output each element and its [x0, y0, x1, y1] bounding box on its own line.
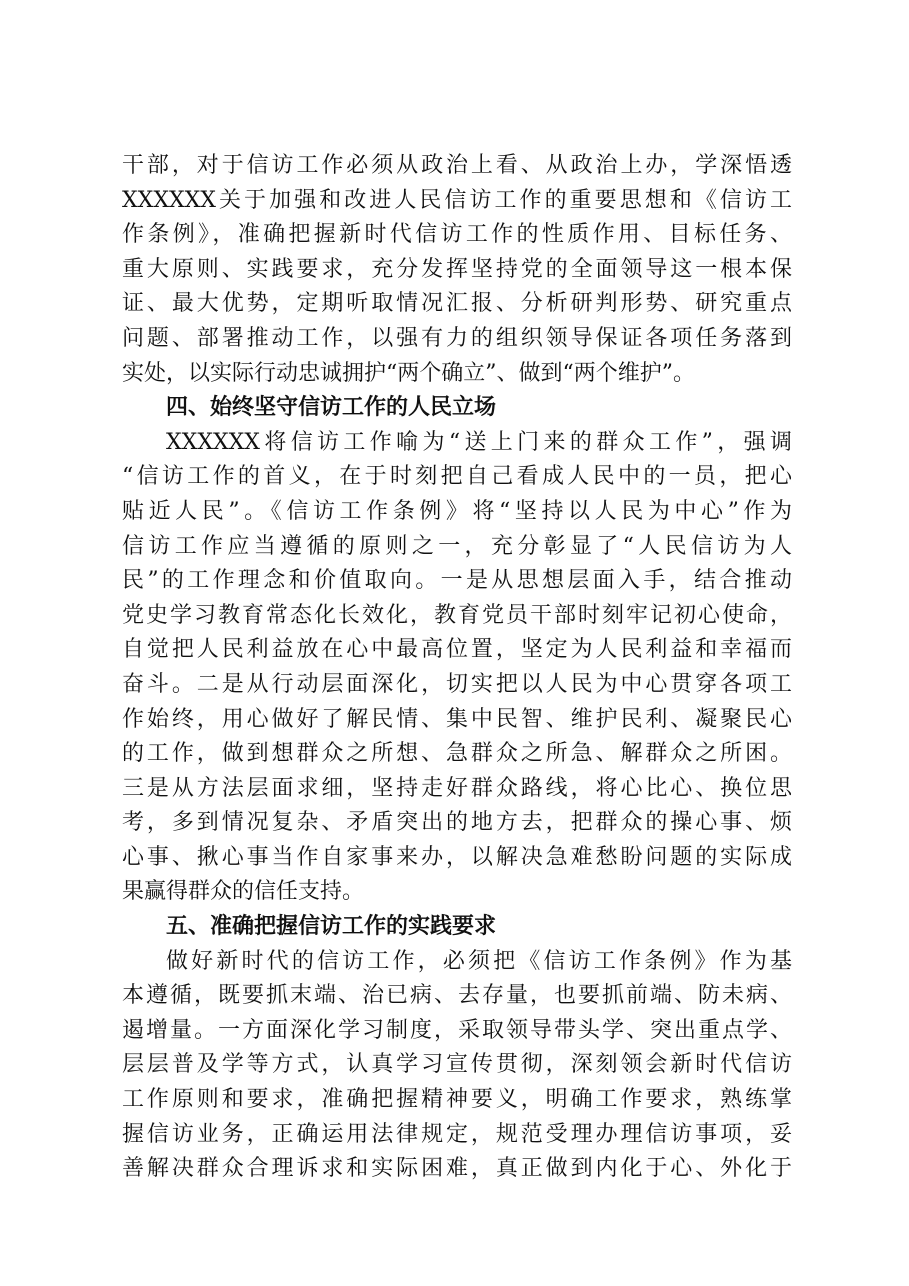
section-heading-4: 四、始终坚守信访工作的人民立场: [166, 395, 497, 421]
body-text-line: 贴近人民”。《信访工作条例》将“坚持以人民为中心”作为: [122, 498, 792, 524]
body-text-line: 握信访业务，正确运用法律规定，规范受理办理信访事项，妥: [122, 1121, 792, 1147]
body-text-line: 三是从方法层面求细，坚持走好群众路线，将心比心、换位思: [122, 775, 792, 801]
section-heading-5: 五、准确把握信访工作的实践要求: [166, 914, 497, 940]
body-text-line: 的工作，做到想群众之所想、急群众之所急、解群众之所困。: [122, 741, 792, 767]
paragraph-first-line: 做好新时代的信访工作，必须把《信访工作条例》作为基: [166, 948, 792, 974]
body-text-line: 民”的工作理念和价值取向。一是从思想层面入手，结合推动: [122, 568, 792, 594]
body-text-line: 果赢得群众的信任支持。: [122, 879, 365, 905]
body-text-line: 层层普及学等方式，认真学习宣传贯彻，深刻领会新时代信访: [122, 1052, 792, 1078]
body-text-line: 自觉把人民利益放在心中最高位置，坚定为人民利益和幸福而: [122, 637, 792, 663]
body-text-line: “信访工作的首义，在于时刻把自己看成人民中的一员，把心: [122, 464, 792, 490]
body-text-line: 工作原则和要求，准确把握精神要义，明确工作要求，熟练掌: [122, 1087, 792, 1113]
body-text-line: 党史学习教育常态化长效化，教育党员干部时刻牢记初心使命，: [122, 602, 792, 628]
document-body: [122, 149, 792, 1187]
paragraph-first-line: XXXXXX将信访工作喻为“送上门来的群众工作”，强调: [166, 429, 792, 455]
body-text-line: 实处，以实际行动忠诚拥护“两个确立”、做到“两个维护”。: [122, 360, 695, 386]
body-text-line: 遏增量。一方面深化学习制度，采取领导带头学、突出重点学、: [122, 1017, 792, 1043]
body-text-line: 问题、部署推动工作，以强有力的组织领导保证各项任务落到: [122, 325, 792, 351]
body-text-line: 奋斗。二是从行动层面深化，切实把以人民为中心贯穿各项工: [122, 671, 792, 697]
body-text-line: XXXXXX关于加强和改进人民信访工作的重要思想和《信访工: [122, 187, 792, 213]
body-text-line: 作始终，用心做好了解民情、集中民智、维护民利、凝聚民心: [122, 706, 792, 732]
body-text-line: 心事、揪心事当作自家事来办，以解决急难愁盼问题的实际成: [122, 844, 792, 870]
body-text-line: 本遵循，既要抓末端、治已病、去存量，也要抓前端、防未病、: [122, 983, 792, 1009]
body-text-line: 证、最大优势，定期听取情况汇报、分析研判形势、研究重点: [122, 291, 792, 317]
body-text-line: 考，多到情况复杂、矛盾突出的地方去，把群众的操心事、烦: [122, 810, 792, 836]
body-text-line: 信访工作应当遵循的原则之一，充分彰显了“人民信访为人: [122, 533, 792, 559]
body-text-line: 干部，对于信访工作必须从政治上看、从政治上办，学深悟透: [122, 153, 792, 178]
body-text-line: 作条例》，准确把握新时代信访工作的性质作用、目标任务、: [122, 222, 792, 248]
body-text-line: 重大原则、实践要求，充分发挥坚持党的全面领导这一根本保: [122, 256, 792, 282]
body-text-line: 善解决群众合理诉求和实际困难，真正做到内化于心、外化于: [122, 1156, 792, 1182]
